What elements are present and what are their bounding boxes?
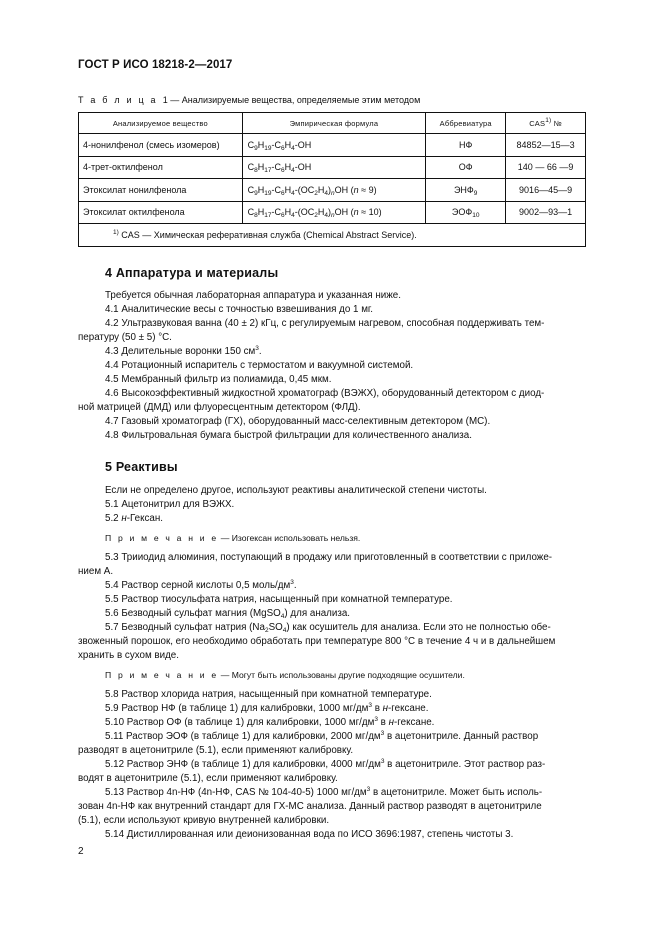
section4-intro: Требуется обычная лабораторная аппаратура и указанная ниже. (105, 290, 401, 301)
section5-item-3-cont: нием А. (78, 566, 114, 577)
cell-substance: Этоксилат октилфенола (79, 201, 243, 224)
cell-substance: Этоксилат нонилфенола (79, 179, 243, 202)
cell-cas: 9016—45—9 (506, 179, 586, 202)
col-header-cas: CAS$^{1)}$ № (506, 113, 586, 134)
section4-item-7: 4.7 Газовый хроматограф (ГХ), оборудованный масс-селективным детектором (МС). (105, 416, 491, 427)
table-caption-text: 1 — Анализируемые вещества, определяемые этим методом (162, 95, 421, 105)
section5-item-11: 5.11 Раствор ЭОФ (в таблице 1) для калибровки, 2000 $мг/дм^3$ в ацетонитриле. Данный раствор (105, 730, 539, 742)
table-header-row (79, 113, 586, 134)
section5-item-10: 5.10 Раствор ОФ (в таблице 1) для калибровки, 1000 $мг/дм^3$ в н-гексане. (105, 716, 435, 728)
section5-item-13: 5.13 Раствор 4n-НФ (4n-НФ, CAS № 104-40-5) 1000 $мг/дм^3$ в ацетонитриле. Может быть исполь- (105, 786, 543, 798)
section4-item-6: 4.6 Высокоэффективный жидкостной хроматограф (ВЭЖХ), оборудованный детектором с диод- (105, 388, 545, 399)
cell-formula: $C_8H_{17}-C_6H_4-(OC_2H_4)_nOH$ (n ≈ 10) (242, 201, 426, 224)
section5-item-2: 5.2 н-Гексан. (105, 513, 163, 524)
section5-note-2: П р и м е ч а н и е — Могут быть использованы другие подходящие осушители. (105, 670, 465, 680)
section4-item-1: 4.1 Аналитические весы с точностью взвешивания до 1 мг. (105, 304, 374, 315)
cell-abbrev: ОФ (426, 156, 506, 179)
section5-intro: Если не определено другое, используют реактивы аналитической степени чистоты. (105, 485, 487, 496)
section5-item-7: 5.7 Безводный сульфат натрия $(Na_2SO_4)$ как осушитель для анализа. Если это не полностью обе- (105, 622, 551, 634)
table-footnote: $^{1)}$ CAS — Химическая реферативная служба (Chemical Abstract Service). (79, 224, 586, 247)
page-number: 2 (78, 846, 84, 857)
substances-table (78, 112, 586, 247)
section5-title: 5 Реактивы (105, 460, 178, 474)
table-row (79, 179, 586, 202)
section5-item-7-cont: звоженный порошок, его необходимо обработать при температуре 800 °С в течение 4 ч и в дальнейшем (78, 636, 556, 647)
cell-abbrev: $ЭОФ_{10}$ (426, 201, 506, 224)
section5-item-12: 5.12 Раствор ЭНФ (в таблице 1) для калибровки, 4000 $мг/дм^3$ в ацетонитриле. Этот раствор раз- (105, 758, 546, 770)
table-caption (78, 95, 420, 105)
section5-item-3: 5.3 Трииодид алюминия, поступающий в продажу или приготовленный в соответствии с приложе- (105, 552, 553, 563)
cell-abbrev: НФ (426, 134, 506, 157)
section4-item-3: 4.3 Делительные воронки 150 $см^3$. (105, 345, 262, 357)
cell-substance: 4-трет-октилфенол (79, 156, 243, 179)
col-header-substance: Анализируемое вещество (79, 113, 243, 134)
cell-abbrev: $ЭНФ_9$ (426, 179, 506, 202)
section5-item-5: 5.5 Раствор тиосульфата натрия, насыщенный при комнатной температуре. (105, 594, 453, 605)
section5-item-14: 5.14 Дистиллированная или деионизованная вода по ИСО 3696:1987, степень чистоты 3. (105, 829, 514, 840)
section5-item-1: 5.1 Ацетонитрил для ВЭЖХ. (105, 499, 235, 510)
section4-item-4: 4.4 Ротационный испаритель с термостатом и вакуумной системой. (105, 360, 414, 371)
section5-item-13-cont2: (5.1), если используют кривую внутренней калибровки. (78, 815, 330, 826)
section4-item-2-cont: пературу (50 ± 5) °С. (78, 332, 172, 343)
cell-cas: 140 — 66 —9 (506, 156, 586, 179)
section4-item-5: 4.5 Мембранный фильтр из полиамида, 0,45 мкм. (105, 374, 332, 385)
section5-item-4: 5.4 Раствор серной кислоты 0,5 моль/$дм^3$. (105, 579, 297, 591)
cell-cas: 84852—15—3 (506, 134, 586, 157)
section4-item-6-cont: ной матрицей (ДМД) или флуоресцентным детектором (ФЛД). (78, 402, 361, 413)
table-caption-label: Т а б л и ц а (78, 95, 158, 105)
table-footnote-row (79, 224, 586, 247)
section5-item-8: 5.8 Раствор хлорида натрия, насыщенный при комнатной температуре. (105, 689, 432, 700)
section4-item-2: 4.2 Ультразвуковая ванна (40 ± 2) кГц, с регулируемым нагревом, способная поддерживать тем- (105, 318, 545, 329)
section5-item-12-cont: водят в ацетонитриле (5.1), если применяют калибровку. (78, 773, 338, 784)
standard-header: ГОСТ Р ИСО 18218-2—2017 (78, 59, 233, 71)
col-header-formula: Эмпирическая формула (242, 113, 426, 134)
section4-item-8: 4.8 Фильтровальная бумага быстрой фильтрации для количественного анализа. (105, 430, 472, 441)
col-header-abbrev: Аббревиатура (426, 113, 506, 134)
cell-formula: $C_9H_{19}-C_6H_4-OH$ (242, 134, 426, 157)
section5-item-9: 5.9 Раствор НФ (в таблице 1) для калибровки, 1000 $мг/дм^3$ в н-гексане. (105, 702, 429, 714)
table-row (79, 134, 586, 157)
section5-item-13-cont: зован 4n-НФ как внутренний стандарт для ГХ-МС анализа. Данный раствор разводят в ацетонитриле (78, 801, 542, 812)
section5-item-11-cont: разводят в ацетонитриле (5.1), если применяют калибровку. (78, 745, 354, 756)
cell-cas: 9002—93—1 (506, 201, 586, 224)
cell-formula: $C_9H_{19}-C_6H_4-(OC_2H_4)_nOH$ (n ≈ 9) (242, 179, 426, 202)
section4-title: 4 Аппаратура и материалы (105, 266, 279, 280)
table-row (79, 156, 586, 179)
section5-item-7-cont2: хранить в сухом виде. (78, 650, 179, 661)
cell-formula: $C_8H_{17}-C_6H_4-OH$ (242, 156, 426, 179)
cell-substance: 4-нонилфенол (смесь изомеров) (79, 134, 243, 157)
section5-note-1: П р и м е ч а н и е — Изогексан использовать нельзя. (105, 533, 361, 543)
section5-item-6: 5.6 Безводный сульфат магния (MgSO$_4$) для анализа. (105, 608, 351, 620)
table-row (79, 201, 586, 224)
